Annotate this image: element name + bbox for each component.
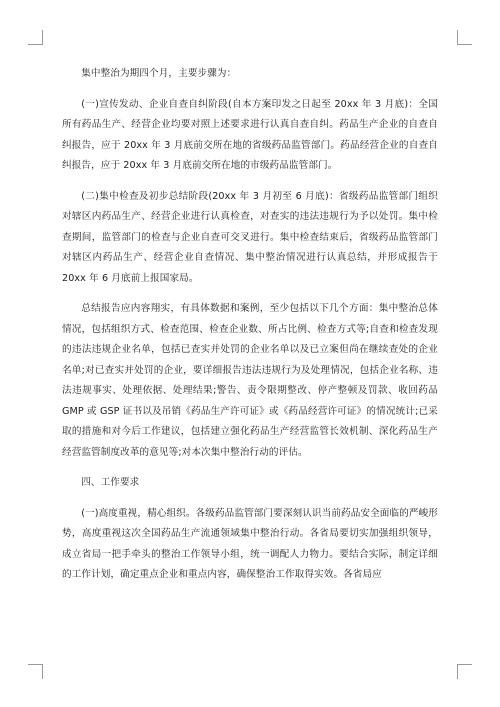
crop-mark-bottom-right — [457, 664, 472, 679]
crop-mark-top-right — [457, 30, 472, 45]
document-body — [62, 64, 438, 596]
paragraph-report-contents: 总结报告应内容翔实，有具体数据和案例，至少包括以下几个方面：集中整治总体情况，包括组织方式、检查范围、检查企业数、所占比例、检查方式等;自查和检查发现的违法违规企业名单，包括已查实并处罚的企业名单以及已立案但尚在继续查处的企业名单;对已查实并处罚的企业，要详细报告违法违规行为及处理情况，包括企业名称、违法违规事实、处理依据、处理结果;警告、责令限期整改、停产整顿及罚款、收回药品 GMP 或 GSP 证书以及吊销《药品生产许可证》或《药品经营许可证》的情况统计;已采取的措施和对今后工作建议，包括建立强化药品生产经营监管长效机制、深化药品生产经营监管制度改革的意见等;对本次集中整治行动的评估。 — [62, 303, 438, 458]
paragraph-requirement-one: (一)高度重视，精心组织。各级药品监管部门要深刻认识当前药品安全面临的严峻形势，高度重视这次全国药品生产流通领域集中整治行动。各省局要切实加强组织领导，成立省局一把手牵头的整治工作领导小组，统一调配人力物力。要结合实际，制定详细的工作计划，确定重点企业和重点内容，确保整治工作取得实效。各省局应 — [62, 507, 438, 580]
paragraph-stage-two: (二)集中检查及初步总结阶段(20xx 年 3 月初至 6 月底)：省级药品监管部门组织对辖区内药品生产、经营企业进行认真检查，对查实的违法违规行为予以处罚。集中检查期间，监管部门的检查与企业自查可交叉进行。集中检查结束后，省级药品监管部门对辖区内药品生产、经营企业自查情况、集中整治情况进行认真总结，并形成报告于 20xx 年 6 月底前上报国家局。 — [62, 190, 438, 284]
paragraph-stage-one: (一)宣传发动、企业自查自纠阶段(自本方案印发之日起至 20xx 年 3 月底)：全国所有药品生产、经营企业均要对照上述要求进行认真自查自纠。药品生产企业的自查自纠报告，应于 20xx 年 3 月底前交所在地的省级药品监管部门。药品经营企业的自查自纠报告，应于 20xx 年 3 月底前交所在地的市级药品监管部门。 — [62, 98, 438, 171]
section-heading-requirements: 四、工作要求 — [81, 477, 140, 488]
paragraph-intro: 集中整治为期四个月，主要步骤为： — [81, 68, 237, 79]
crop-mark-top-left — [28, 30, 43, 45]
crop-mark-bottom-left — [28, 664, 43, 679]
